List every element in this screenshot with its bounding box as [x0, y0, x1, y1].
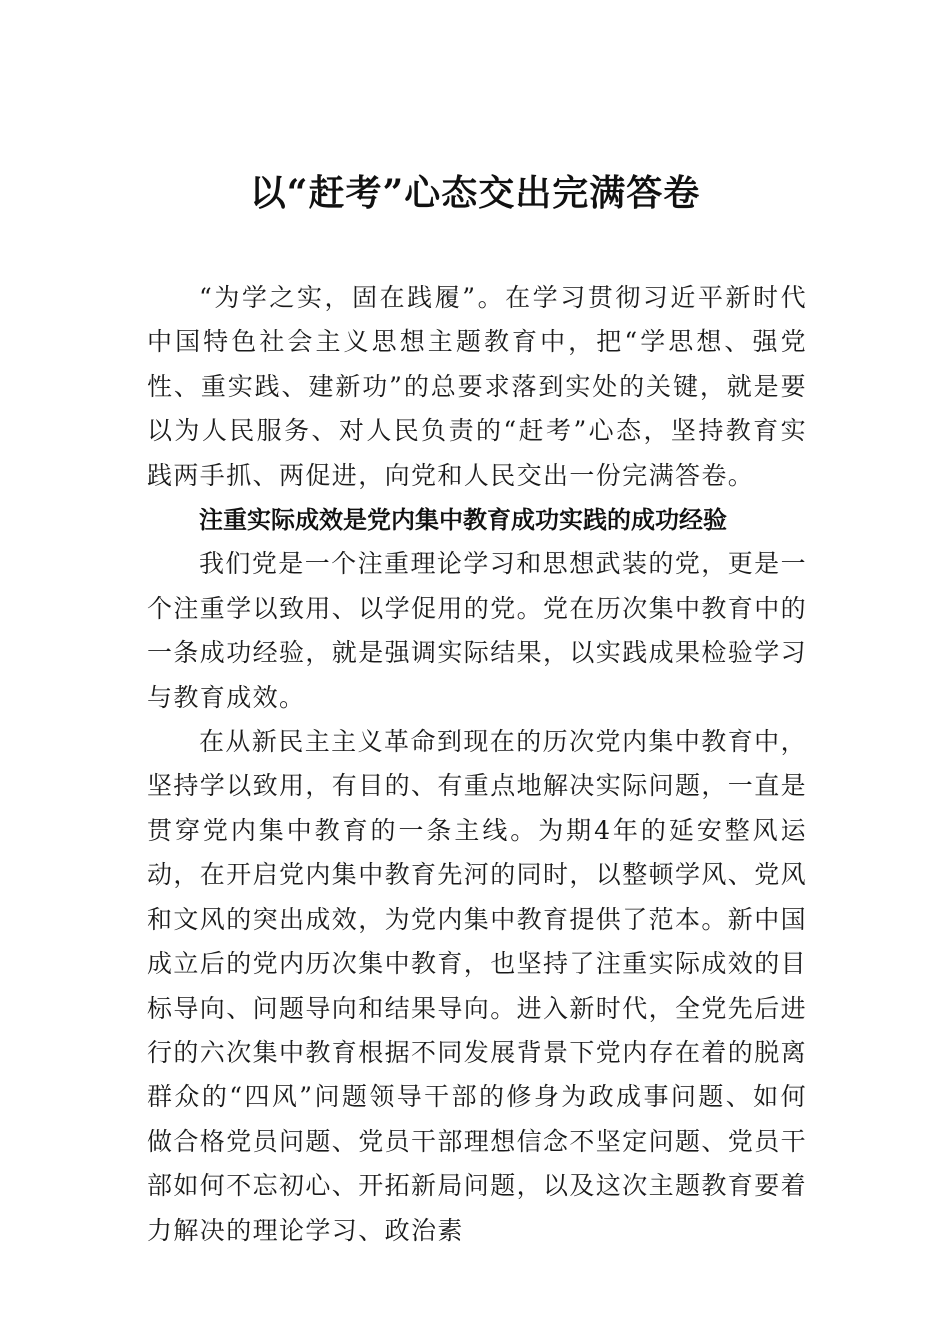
document-body	[147, 276, 807, 1253]
intro-paragraph: “为学之实，固在践履”。在学习贯彻习近平新时代中国特色社会主义思想主题教育中，把“学思想、强党性、重实践、建新功”的总要求落到实处的关键，就是要以为人民服务、对人民负责的“赶考”心态，坚持教育实践两手抓、两促进，向党和人民交出一份完满答卷。	[147, 283, 807, 490]
section-paragraph: 在从新民主主义革命到现在的历次党内集中教育中，坚持学以致用，有目的、有重点地解决实际问题，一直是贯穿党内集中教育的一条主线。为期4年的延安整风运动，在开启党内集中教育先河的同时，以整顿学风、党风和文风的突出成效，为党内集中教育提供了范本。新中国成立后的党内历次集中教育，也坚持了注重实际成效的目标导向、问题导向和结果导向。进入新时代，全党先后进行的六次集中教育根据不同发展背景下党内存在着的脱离群众的“四风”问题领导干部的修身为政成事问题、如何做合格党员问题、党员干部理想信念不坚定问题、党员干部如何不忘初心、开拓新局问题，以及这次主题教育要着力解决的理论学习、政治素	[147, 727, 808, 1245]
document-title: 以“赶考”心态交出完满答卷	[249, 172, 701, 214]
section-heading: 注重实际成效是党内集中教育成功实践的成功经验	[199, 506, 727, 535]
section-paragraph: 我们党是一个注重理论学习和思想武装的党，更是一个注重学以致用、以学促用的党。党在历次集中教育中的一条成功经验，就是强调实际结果，以实践成果检验学习与教育成效。	[147, 549, 808, 712]
